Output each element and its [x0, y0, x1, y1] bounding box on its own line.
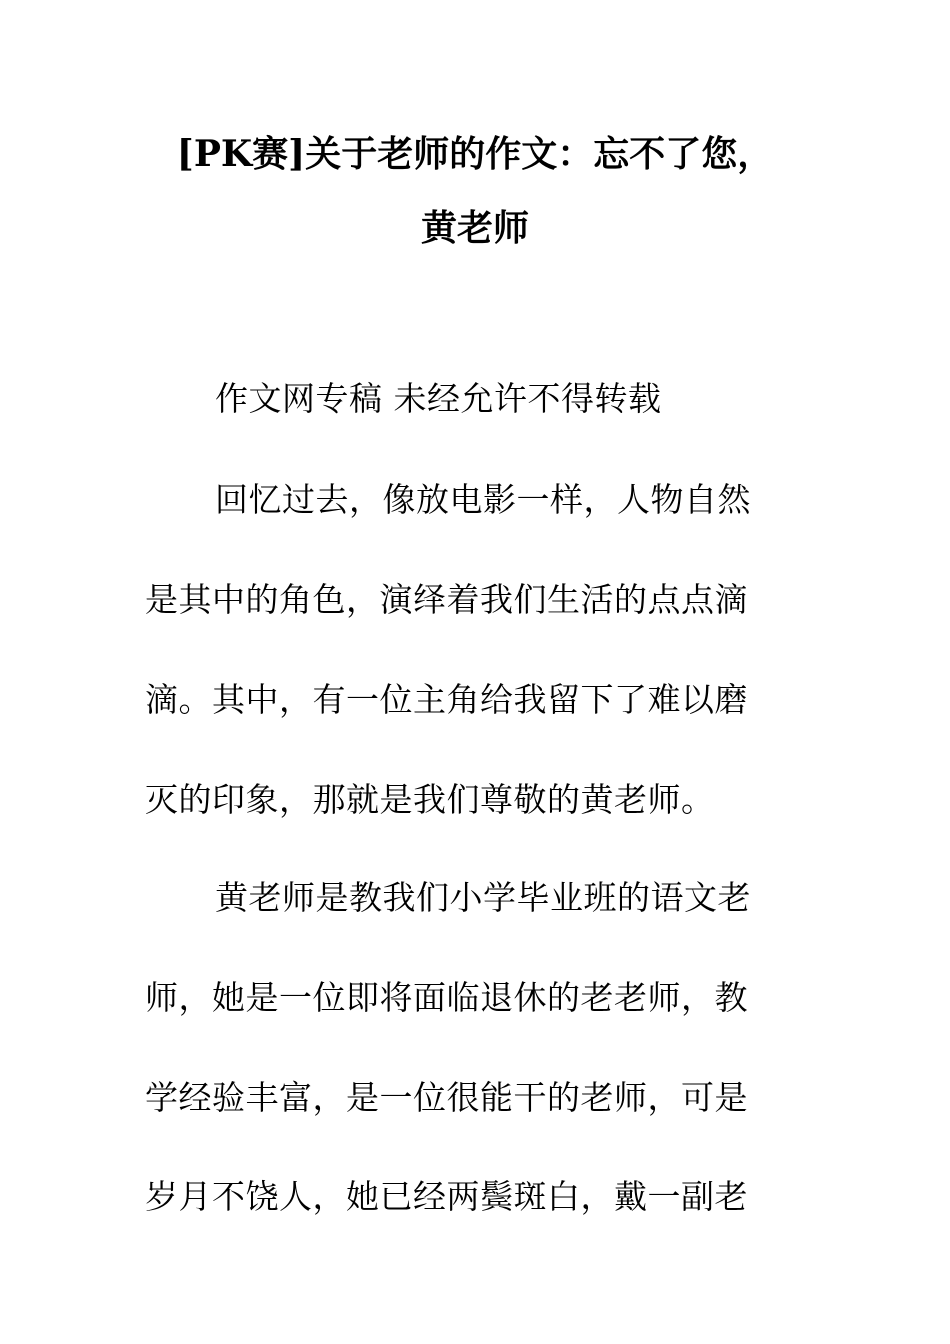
paragraph-1-line-2: 是其中的角色，演绎着我们生活的点点滴 — [145, 580, 748, 619]
paragraph-2-line-4: 岁月不饶人，她已经两鬓斑白，戴一副老 — [145, 1177, 748, 1216]
document-title-line-2: 黄老师 — [420, 207, 529, 249]
byline: 作文网专稿 未经允许不得转载 — [215, 379, 662, 418]
paragraph-2-line-3: 学经验丰富，是一位很能干的老师，可是 — [145, 1078, 748, 1117]
paragraph-1-line-4: 灭的印象，那就是我们尊敬的黄老师。 — [145, 780, 715, 819]
paragraph-2-line-2: 师，她是一位即将面临退休的老老师，教 — [145, 978, 748, 1017]
document-title-line-1: [PK赛]关于老师的作文：忘不了您， — [176, 133, 774, 175]
paragraph-1-line-1: 回忆过去，像放电影一样，人物自然 — [215, 480, 751, 519]
paragraph-1-line-3: 滴。其中，有一位主角给我留下了难以磨 — [145, 680, 748, 719]
paragraph-2-line-1: 黄老师是教我们小学毕业班的语文老 — [215, 878, 751, 917]
